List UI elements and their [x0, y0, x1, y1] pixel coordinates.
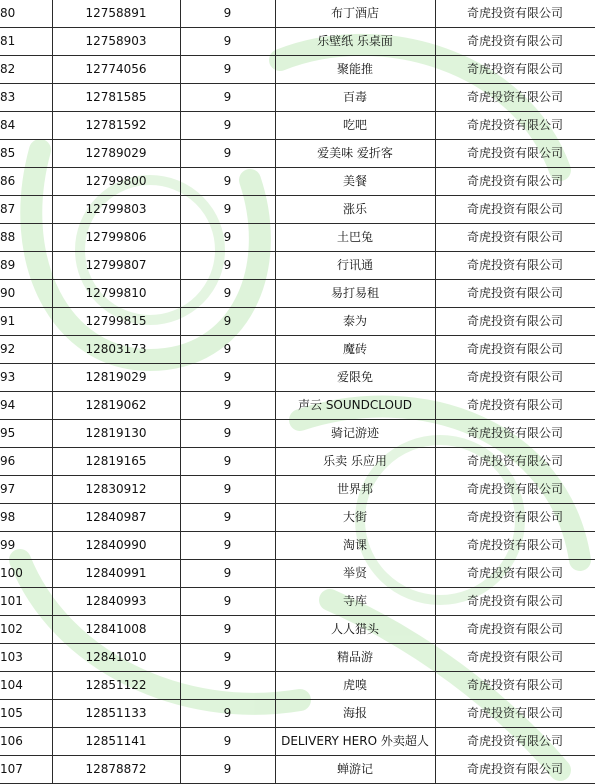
row-number-cell: 95: [0, 420, 52, 448]
registration-number-cell: 12819130: [52, 420, 180, 448]
applicant-cell: 奇虎投资有限公司: [435, 56, 595, 84]
table-row: [0, 56, 595, 84]
class-cell: 9: [180, 616, 275, 644]
row-number-cell: 107: [0, 756, 52, 784]
row-number-cell: 104: [0, 672, 52, 700]
trademark-name-cell: 大街: [275, 504, 435, 532]
table-row: [0, 308, 595, 336]
registration-number-cell: 12841010: [52, 644, 180, 672]
table-row: [0, 504, 595, 532]
row-number-cell: 106: [0, 728, 52, 756]
registration-number-cell: 12878872: [52, 756, 180, 784]
table-row: [0, 28, 595, 56]
applicant-cell: 奇虎投资有限公司: [435, 420, 595, 448]
table-row: [0, 476, 595, 504]
registration-number-cell: 12781592: [52, 112, 180, 140]
table-row: [0, 168, 595, 196]
trademark-name-cell: 乐卖 乐应用: [275, 448, 435, 476]
class-cell: 9: [180, 448, 275, 476]
registration-number-cell: 12803173: [52, 336, 180, 364]
row-number-cell: 94: [0, 392, 52, 420]
applicant-cell: 奇虎投资有限公司: [435, 728, 595, 756]
trademark-name-cell: 泰为: [275, 308, 435, 336]
row-number-cell: 91: [0, 308, 52, 336]
class-cell: 9: [180, 364, 275, 392]
class-cell: 9: [180, 476, 275, 504]
table-row: [0, 196, 595, 224]
trademark-name-cell: 布丁酒店: [275, 0, 435, 28]
registration-number-cell: 12840993: [52, 588, 180, 616]
table-row: [0, 364, 595, 392]
trademark-name-cell: 蝉游记: [275, 756, 435, 784]
class-cell: 9: [180, 644, 275, 672]
registration-number-cell: 12758903: [52, 28, 180, 56]
trademark-name-cell: DELIVERY HERO 外卖超人: [275, 728, 435, 756]
registration-number-cell: 12799807: [52, 252, 180, 280]
trademark-name-cell: 淘课: [275, 532, 435, 560]
row-number-cell: 93: [0, 364, 52, 392]
trademark-name-cell: 百毒: [275, 84, 435, 112]
table-row: [0, 392, 595, 420]
trademark-name-cell: 举贤: [275, 560, 435, 588]
row-number-cell: 105: [0, 700, 52, 728]
trademark-name-cell: 魔砖: [275, 336, 435, 364]
applicant-cell: 奇虎投资有限公司: [435, 476, 595, 504]
trademark-name-cell: 易打易租: [275, 280, 435, 308]
table-row: [0, 560, 595, 588]
applicant-cell: 奇虎投资有限公司: [435, 700, 595, 728]
row-number-cell: 81: [0, 28, 52, 56]
registration-number-cell: 12840987: [52, 504, 180, 532]
trademark-name-cell: 世界邦: [275, 476, 435, 504]
applicant-cell: 奇虎投资有限公司: [435, 392, 595, 420]
table-row: [0, 756, 595, 784]
row-number-cell: 82: [0, 56, 52, 84]
row-number-cell: 92: [0, 336, 52, 364]
applicant-cell: 奇虎投资有限公司: [435, 252, 595, 280]
table-row: [0, 336, 595, 364]
class-cell: 9: [180, 84, 275, 112]
class-cell: 9: [180, 280, 275, 308]
registration-number-cell: 12851133: [52, 700, 180, 728]
registration-number-cell: 12851122: [52, 672, 180, 700]
row-number-cell: 88: [0, 224, 52, 252]
applicant-cell: 奇虎投资有限公司: [435, 224, 595, 252]
trademark-name-cell: 人人猎头: [275, 616, 435, 644]
class-cell: 9: [180, 756, 275, 784]
applicant-cell: 奇虎投资有限公司: [435, 140, 595, 168]
class-cell: 9: [180, 700, 275, 728]
applicant-cell: 奇虎投资有限公司: [435, 616, 595, 644]
trademark-name-cell: 爱限免: [275, 364, 435, 392]
class-cell: 9: [180, 28, 275, 56]
trademark-name-cell: 吃吧: [275, 112, 435, 140]
row-number-cell: 100: [0, 560, 52, 588]
table-row: [0, 420, 595, 448]
trademark-name-cell: 聚能推: [275, 56, 435, 84]
row-number-cell: 102: [0, 616, 52, 644]
applicant-cell: 奇虎投资有限公司: [435, 644, 595, 672]
class-cell: 9: [180, 112, 275, 140]
registration-number-cell: 12851141: [52, 728, 180, 756]
table-row: [0, 700, 595, 728]
applicant-cell: 奇虎投资有限公司: [435, 504, 595, 532]
class-cell: 9: [180, 392, 275, 420]
registration-number-cell: 12830912: [52, 476, 180, 504]
class-cell: 9: [180, 672, 275, 700]
registration-number-cell: 12799815: [52, 308, 180, 336]
registration-number-cell: 12799810: [52, 280, 180, 308]
class-cell: 9: [180, 504, 275, 532]
registration-number-cell: 12758891: [52, 0, 180, 28]
class-cell: 9: [180, 588, 275, 616]
registration-number-cell: 12799803: [52, 196, 180, 224]
row-number-cell: 98: [0, 504, 52, 532]
applicant-cell: 奇虎投资有限公司: [435, 336, 595, 364]
row-number-cell: 90: [0, 280, 52, 308]
table-row: [0, 0, 595, 28]
table-row: [0, 224, 595, 252]
applicant-cell: 奇虎投资有限公司: [435, 448, 595, 476]
applicant-cell: 奇虎投资有限公司: [435, 280, 595, 308]
row-number-cell: 85: [0, 140, 52, 168]
row-number-cell: 101: [0, 588, 52, 616]
row-number-cell: 89: [0, 252, 52, 280]
row-number-cell: 80: [0, 0, 52, 28]
trademark-name-cell: 海报: [275, 700, 435, 728]
table-row: [0, 616, 595, 644]
registration-number-cell: 12799800: [52, 168, 180, 196]
trademark-name-cell: 寺库: [275, 588, 435, 616]
trademark-name-cell: 虎嗅: [275, 672, 435, 700]
applicant-cell: 奇虎投资有限公司: [435, 756, 595, 784]
table-row: [0, 728, 595, 756]
class-cell: 9: [180, 532, 275, 560]
applicant-cell: 奇虎投资有限公司: [435, 532, 595, 560]
trademark-name-cell: 精品游: [275, 644, 435, 672]
row-number-cell: 97: [0, 476, 52, 504]
registration-number-cell: 12819029: [52, 364, 180, 392]
applicant-cell: 奇虎投资有限公司: [435, 196, 595, 224]
registration-number-cell: 12840990: [52, 532, 180, 560]
trademark-name-cell: 骑记游迹: [275, 420, 435, 448]
table-row: [0, 532, 595, 560]
trademark-name-cell: 声云 SOUNDCLOUD: [275, 392, 435, 420]
applicant-cell: 奇虎投资有限公司: [435, 28, 595, 56]
trademark-name-cell: 爱美味 爱折客: [275, 140, 435, 168]
table-row: [0, 672, 595, 700]
applicant-cell: 奇虎投资有限公司: [435, 0, 595, 28]
class-cell: 9: [180, 728, 275, 756]
applicant-cell: 奇虎投资有限公司: [435, 364, 595, 392]
class-cell: 9: [180, 308, 275, 336]
class-cell: 9: [180, 560, 275, 588]
trademark-name-cell: 行讯通: [275, 252, 435, 280]
class-cell: 9: [180, 420, 275, 448]
class-cell: 9: [180, 224, 275, 252]
row-number-cell: 87: [0, 196, 52, 224]
registration-number-cell: 12840991: [52, 560, 180, 588]
trademark-name-cell: 涨乐: [275, 196, 435, 224]
table-row: [0, 588, 595, 616]
applicant-cell: 奇虎投资有限公司: [435, 308, 595, 336]
registration-number-cell: 12789029: [52, 140, 180, 168]
table-row: [0, 84, 595, 112]
class-cell: 9: [180, 168, 275, 196]
row-number-cell: 86: [0, 168, 52, 196]
applicant-cell: 奇虎投资有限公司: [435, 588, 595, 616]
trademark-name-cell: 乐壁纸 乐桌面: [275, 28, 435, 56]
registration-number-cell: 12781585: [52, 84, 180, 112]
registration-number-cell: 12799806: [52, 224, 180, 252]
class-cell: 9: [180, 252, 275, 280]
applicant-cell: 奇虎投资有限公司: [435, 112, 595, 140]
registration-number-cell: 12841008: [52, 616, 180, 644]
table-row: [0, 140, 595, 168]
table-row: [0, 448, 595, 476]
row-number-cell: 83: [0, 84, 52, 112]
table-row: [0, 112, 595, 140]
row-number-cell: 99: [0, 532, 52, 560]
row-number-cell: 103: [0, 644, 52, 672]
row-number-cell: 96: [0, 448, 52, 476]
row-number-cell: 84: [0, 112, 52, 140]
table-row: [0, 280, 595, 308]
trademark-name-cell: 美餐: [275, 168, 435, 196]
class-cell: 9: [180, 196, 275, 224]
applicant-cell: 奇虎投资有限公司: [435, 672, 595, 700]
table-row: [0, 644, 595, 672]
class-cell: 9: [180, 336, 275, 364]
class-cell: 9: [180, 140, 275, 168]
registration-number-cell: 12774056: [52, 56, 180, 84]
trademark-name-cell: 土巴兔: [275, 224, 435, 252]
table-row: [0, 252, 595, 280]
class-cell: 9: [180, 56, 275, 84]
applicant-cell: 奇虎投资有限公司: [435, 168, 595, 196]
applicant-cell: 奇虎投资有限公司: [435, 84, 595, 112]
registration-number-cell: 12819165: [52, 448, 180, 476]
registration-number-cell: 12819062: [52, 392, 180, 420]
class-cell: 9: [180, 0, 275, 28]
applicant-cell: 奇虎投资有限公司: [435, 560, 595, 588]
